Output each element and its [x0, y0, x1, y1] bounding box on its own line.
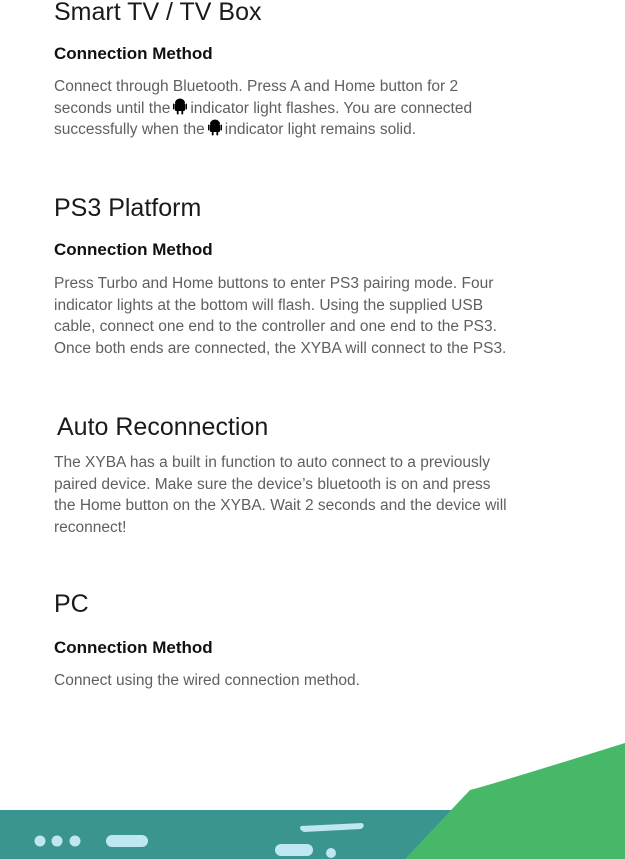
paragraph-line: cable, connect one end to the controller and one end to the PS3.	[54, 318, 497, 335]
android-icon	[208, 119, 222, 136]
smart-tv-instructions	[54, 76, 599, 141]
footer-pill	[106, 835, 148, 847]
connection-method-heading-smart-tv: Connection Method	[54, 44, 213, 63]
paragraph-line: the Home button on the XYBA. Wait 2 seconds and the device will	[54, 497, 507, 514]
section-title-auto-reconnection: Auto Reconnection	[57, 413, 269, 441]
connection-method-heading-pc: Connection Method	[54, 638, 213, 657]
footer-dot	[70, 836, 81, 847]
auto-reconnection-description	[54, 452, 599, 538]
footer-green-shape	[405, 743, 625, 859]
footer-pill	[275, 844, 313, 856]
paragraph-line: paired device. Make sure the device’s bluetooth is on and press	[54, 475, 491, 493]
paragraph-line: Once both ends are connected, the XYBA will connect to the PS3.	[54, 339, 507, 357]
footer-dot	[35, 836, 46, 847]
section-title-ps3: PS3 Platform	[54, 194, 202, 222]
paragraph-line	[54, 98, 599, 120]
paragraph-line: indicator lights at the bottom will flash. Using the supplied USB	[54, 296, 484, 314]
paragraph-line: Connect using the wired connection method.	[54, 672, 360, 689]
android-icon	[173, 98, 187, 115]
paragraph-line: Connect through Bluetooth. Press A and Home button for 2	[54, 78, 459, 95]
text-fragment: indicator light flashes. You are connected	[190, 99, 473, 117]
pc-instructions	[54, 670, 599, 692]
text-fragment: seconds until the	[54, 99, 171, 117]
footer-dot	[52, 836, 63, 847]
text-fragment: indicator light remains solid.	[224, 121, 417, 138]
ps3-instructions	[54, 273, 599, 359]
connection-method-heading-ps3: Connection Method	[54, 240, 213, 259]
paragraph-line: The XYBA has a built in function to auto connect to a previously	[54, 454, 490, 471]
paragraph-line: reconnect!	[54, 518, 127, 536]
footer-dot	[326, 848, 336, 858]
section-title-pc: PC	[54, 590, 89, 618]
decorative-footer	[0, 740, 625, 859]
paragraph-line: Press Turbo and Home buttons to enter PS3 pairing mode. Four	[54, 275, 494, 292]
paragraph-line	[54, 119, 599, 141]
section-title-smart-tv: Smart TV / TV Box	[54, 0, 262, 26]
text-fragment: successfully when the	[54, 121, 205, 138]
